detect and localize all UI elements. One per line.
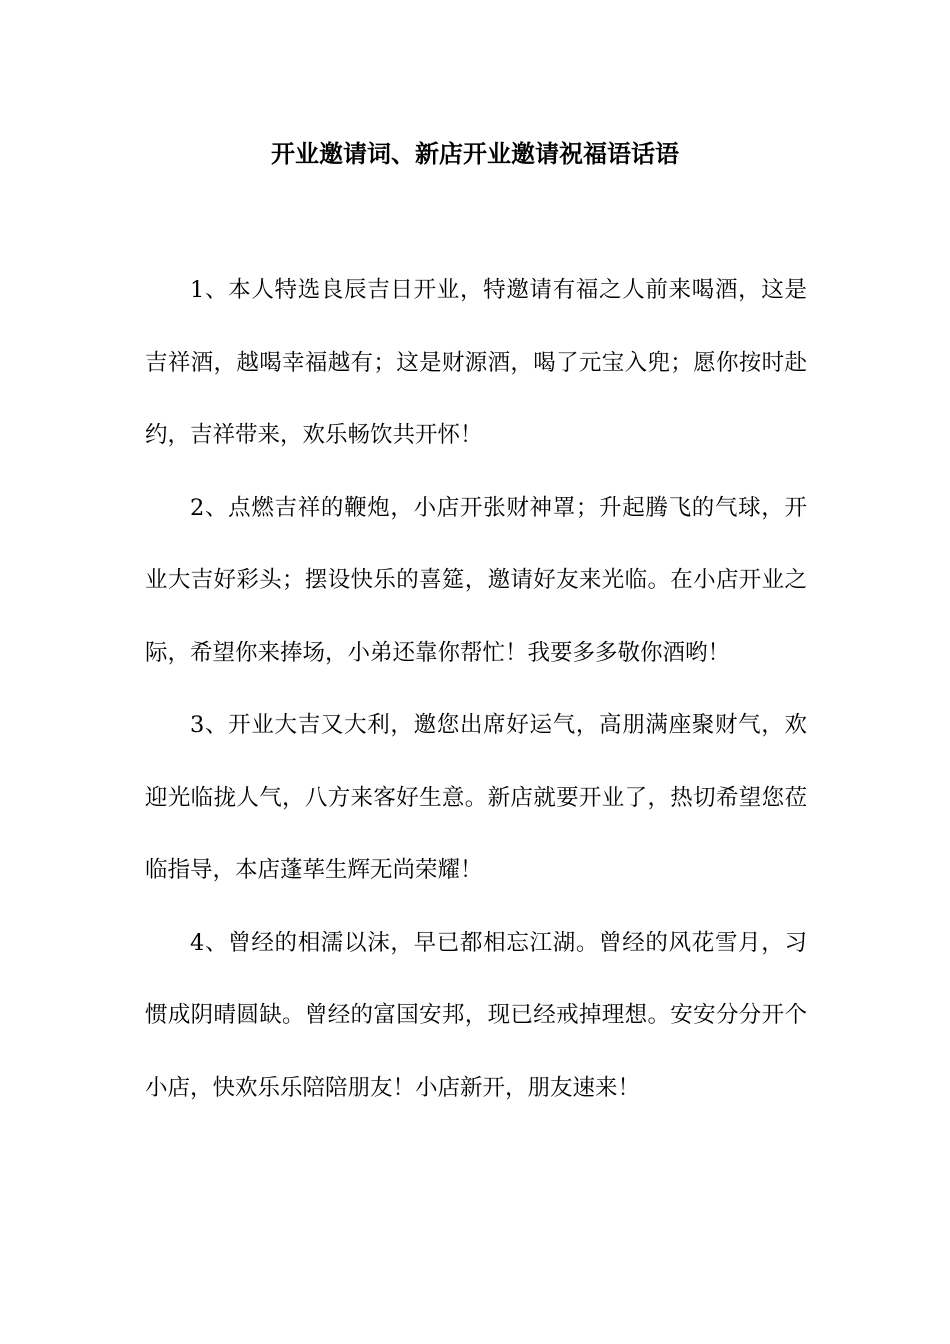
paragraph-1: 1、本人特选良辰吉日开业，特邀请有福之人前来喝酒，这是吉祥酒，越喝幸福越有；这是财源酒，喝了元宝入兜；愿你按时赴约，吉祥带来，欢乐畅饮共开怀！ bbox=[145, 277, 807, 448]
paragraph-4: 4、曾经的相濡以沫，早已都相忘江湖。曾经的风花雪月，习惯成阴晴圆缺。曾经的富国安邦，现已经戒掉理想。安安分分开个小店，快欢乐乐陪陪朋友！小店新开，朋友速来！ bbox=[145, 929, 807, 1101]
paragraph-3: 3、开业大吉又大利，邀您出席好运气，高朋满座聚财气，欢迎光临拢人气，八方来客好生意。新店就要开业了，热切希望您莅临指导，本店蓬荜生辉无尚荣耀！ bbox=[145, 712, 807, 883]
document-body bbox=[145, 254, 807, 1124]
document-title: 开业邀请词、新店开业邀请祝福语话语 bbox=[271, 139, 679, 168]
paragraph-2: 2、点燃吉祥的鞭炮，小店开张财神罩；升起腾飞的气球，开业大吉好彩头；摆设快乐的喜筵，邀请好友来光临。在小店开业之际，希望你来捧场，小弟还靠你帮忙！我要多多敬你酒哟！ bbox=[145, 494, 807, 666]
